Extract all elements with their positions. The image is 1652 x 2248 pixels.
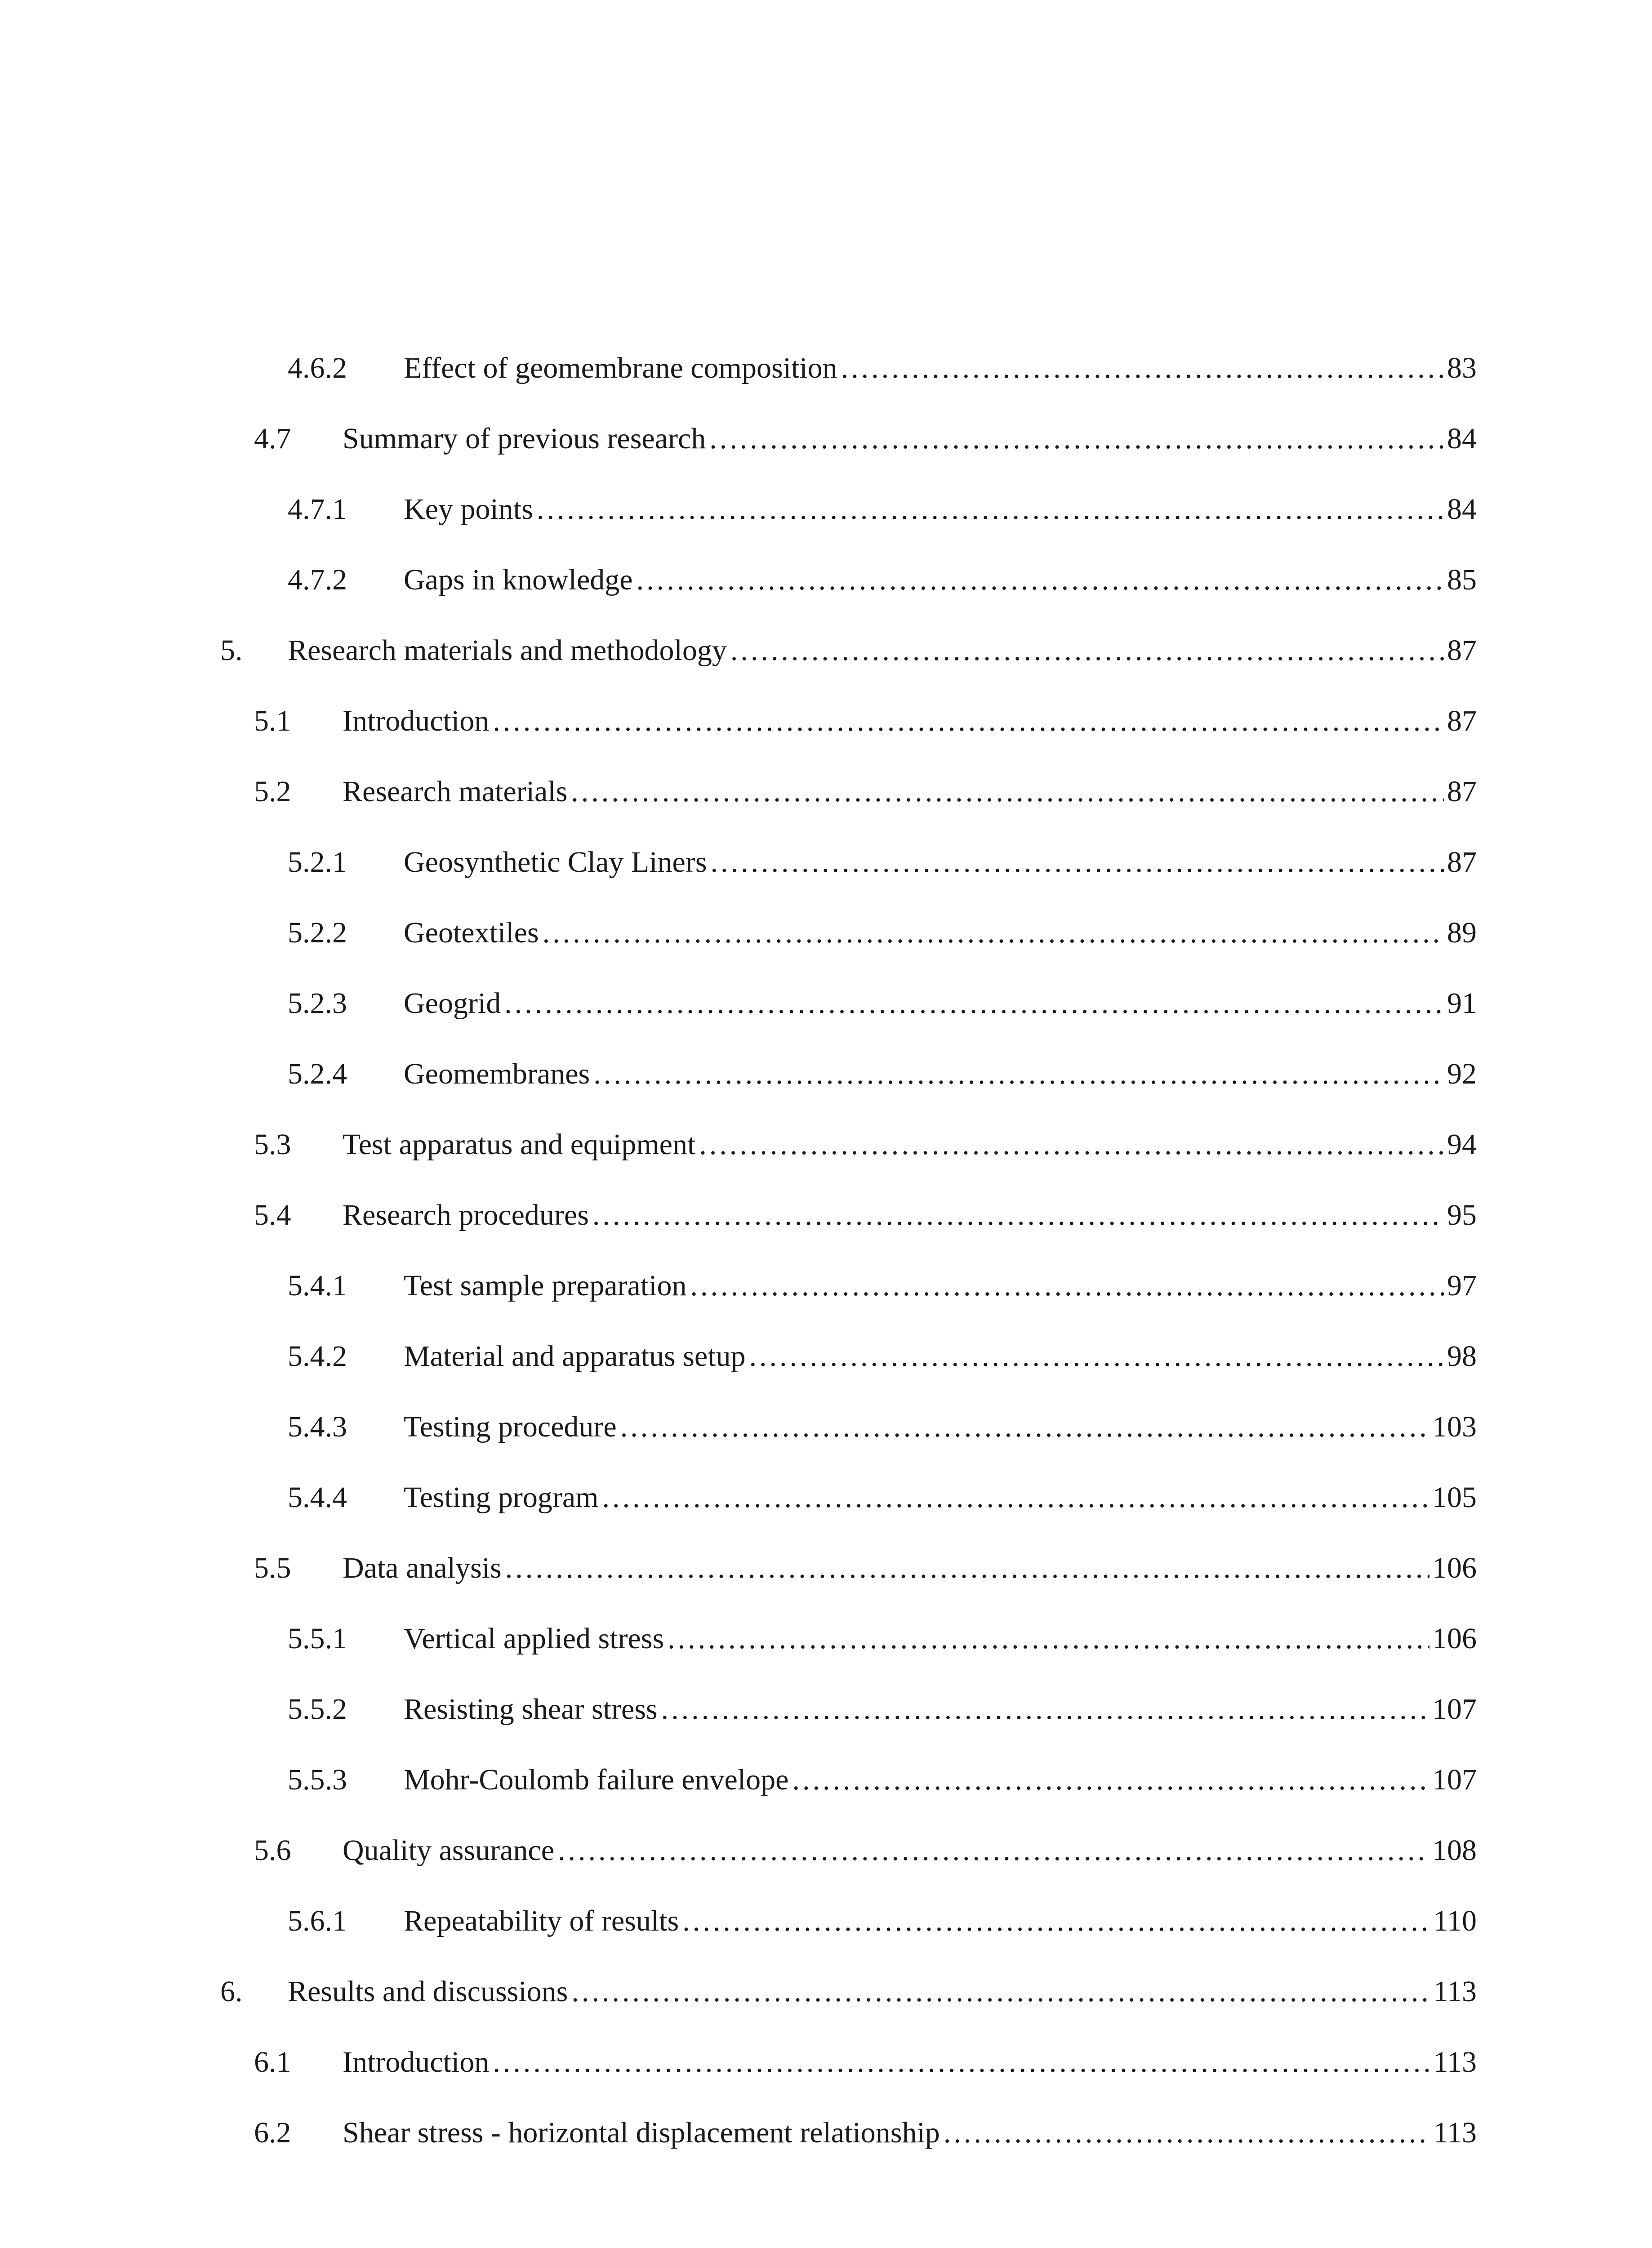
toc-entry-title: Geomembranes — [404, 1057, 590, 1090]
toc-entry-title: Resisting shear stress — [404, 1693, 658, 1726]
toc-entry-title-leader — [343, 1180, 1477, 1250]
dot-leader — [571, 756, 1477, 827]
toc-entry-title-leader — [343, 686, 1477, 756]
toc-entry-title-leader — [343, 2097, 1477, 2168]
toc-entry-page-number: 89 — [1444, 897, 1477, 968]
toc-entry-number: 4.7.1 — [288, 493, 347, 526]
toc-entry[interactable] — [0, 1180, 1652, 1250]
toc-entry[interactable] — [0, 1674, 1652, 1744]
dot-leader — [592, 1180, 1477, 1250]
toc-entry-page-number: 103 — [1429, 1392, 1477, 1462]
toc-entry-number: 5.3 — [254, 1128, 291, 1161]
dot-leader — [620, 1392, 1477, 1462]
toc-entry-title: Geogrid — [404, 987, 501, 1020]
toc-entry-title-leader — [404, 1321, 1477, 1392]
toc-entry-number: 5.4.1 — [288, 1269, 347, 1302]
toc-entry-page-number: 87 — [1444, 756, 1477, 827]
toc-entry-page-number: 106 — [1429, 1533, 1477, 1603]
toc-entry-number: 5.2 — [254, 775, 291, 808]
toc-entry-page-number: 110 — [1430, 1886, 1477, 1956]
toc-entry-number: 4.6.2 — [288, 352, 347, 384]
toc-entry-number: 6.2 — [254, 2116, 291, 2149]
dot-leader — [602, 1462, 1477, 1533]
toc-entry-title: Data analysis — [343, 1552, 502, 1584]
toc-entry-page-number: 87 — [1444, 615, 1477, 686]
toc-entry[interactable] — [0, 1956, 1652, 2027]
toc-entry-number: 5.5.3 — [288, 1763, 347, 1796]
toc-entry-number: 5.6 — [254, 1834, 291, 1867]
toc-entry-page-number: 108 — [1429, 1815, 1477, 1886]
toc-entry[interactable] — [0, 968, 1652, 1039]
dot-leader — [558, 1815, 1477, 1886]
toc-entry-page-number: 92 — [1444, 1039, 1477, 1109]
toc-entry-title: Research materials and methodology — [288, 634, 727, 667]
toc-entry-number: 5.4.2 — [288, 1340, 347, 1373]
toc-entry[interactable] — [0, 2097, 1652, 2168]
toc-entry[interactable] — [0, 1462, 1652, 1533]
toc-entry[interactable] — [0, 544, 1652, 615]
toc-entry-title-leader — [343, 403, 1477, 474]
toc-entry-page-number: 97 — [1444, 1250, 1477, 1321]
toc-entry-title: Mohr-Coulomb failure envelope — [404, 1763, 789, 1796]
toc-entry[interactable] — [0, 1744, 1652, 1815]
dot-leader — [709, 403, 1477, 474]
toc-entry-title: Testing program — [404, 1481, 599, 1514]
toc-entry-title: Geosynthetic Clay Liners — [404, 846, 707, 879]
dot-leader — [543, 897, 1477, 968]
toc-entry-number: 5.5.2 — [288, 1693, 347, 1726]
toc-entry[interactable] — [0, 1321, 1652, 1392]
toc-entry-title-leader — [404, 333, 1477, 403]
toc-entry[interactable] — [0, 1109, 1652, 1180]
toc-entry-title-leader — [404, 1250, 1477, 1321]
toc-entry-title-leader — [343, 1815, 1477, 1886]
dot-leader — [571, 1956, 1477, 2027]
toc-entry-page-number: 98 — [1444, 1321, 1477, 1392]
toc-entry-title-leader — [404, 827, 1477, 897]
dot-leader — [637, 544, 1477, 615]
toc-entry-number: 5.6.1 — [288, 1905, 347, 1937]
toc-entry-title-leader — [404, 1039, 1477, 1109]
toc-entry-title: Test apparatus and equipment — [343, 1128, 696, 1161]
dot-leader — [661, 1674, 1477, 1744]
toc-entry[interactable] — [0, 2027, 1652, 2097]
toc-entry[interactable] — [0, 1392, 1652, 1462]
toc-entry-page-number: 105 — [1429, 1462, 1477, 1533]
toc-entry[interactable] — [0, 1603, 1652, 1674]
dot-leader — [730, 615, 1477, 686]
toc-entry[interactable] — [0, 474, 1652, 544]
toc-entry-title-leader — [404, 1744, 1477, 1815]
toc-entry-number: 5. — [220, 634, 243, 667]
dot-leader — [699, 1109, 1477, 1180]
toc-entry-title-leader — [343, 1109, 1477, 1180]
toc-entry-title: Vertical applied stress — [404, 1622, 664, 1655]
dot-leader — [841, 333, 1477, 403]
toc-entry-title-leader — [288, 1956, 1477, 2027]
toc-entry[interactable] — [0, 686, 1652, 756]
toc-entry[interactable] — [0, 333, 1652, 403]
dot-leader — [593, 1039, 1477, 1109]
toc-entry-page-number: 91 — [1444, 968, 1477, 1039]
toc-entry[interactable] — [0, 897, 1652, 968]
toc-entry-title-leader — [343, 1533, 1477, 1603]
toc-entry-title-leader — [404, 1462, 1477, 1533]
toc-entry-number: 5.4 — [254, 1199, 291, 1231]
toc-entry-title: Gaps in knowledge — [404, 563, 633, 596]
dot-leader — [749, 1321, 1477, 1392]
toc-entry-title: Introduction — [343, 705, 490, 737]
toc-entry-page-number: 107 — [1429, 1744, 1477, 1815]
toc-entry-title-leader — [404, 968, 1477, 1039]
toc-entry[interactable] — [0, 1815, 1652, 1886]
toc-entry-title-leader — [404, 897, 1477, 968]
dot-leader — [682, 1886, 1477, 1956]
toc-entry-title: Effect of geomembrane composition — [404, 352, 837, 384]
toc-entry-number: 5.2.3 — [288, 987, 347, 1020]
toc-entry-number: 5.2.4 — [288, 1057, 347, 1090]
toc-entry-page-number: 87 — [1444, 827, 1477, 897]
toc-entry-page-number: 113 — [1430, 2027, 1477, 2097]
toc-entry[interactable] — [0, 756, 1652, 827]
toc-entry-title: Testing procedure — [404, 1410, 617, 1443]
toc-entry-page-number: 84 — [1444, 474, 1477, 544]
toc-entry-title: Introduction — [343, 2046, 490, 2079]
toc-entry[interactable] — [0, 615, 1652, 686]
toc-entry-number: 5.4.4 — [288, 1481, 347, 1514]
toc-entry-title: Repeatability of results — [404, 1905, 679, 1937]
toc-entry-page-number: 85 — [1444, 544, 1477, 615]
toc-entry-page-number: 87 — [1444, 686, 1477, 756]
toc-entry-title-leader — [404, 1392, 1477, 1462]
toc-entry[interactable] — [0, 1886, 1652, 1956]
toc-entry-title: Results and discussions — [288, 1975, 568, 2008]
toc-entry-number: 6. — [220, 1975, 243, 2008]
toc-entry-number: 5.4.3 — [288, 1410, 347, 1443]
dot-leader — [944, 2097, 1477, 2168]
toc-entry-title-leader — [343, 756, 1477, 827]
toc-entry-number: 4.7 — [254, 422, 291, 455]
toc-entry-title-leader — [404, 474, 1477, 544]
toc-entry-number: 6.1 — [254, 2046, 291, 2079]
dot-leader — [504, 968, 1477, 1039]
toc-entry-title: Quality assurance — [343, 1834, 554, 1867]
dot-leader — [505, 1533, 1477, 1603]
toc-entry-title: Geotextiles — [404, 916, 539, 949]
table-of-contents — [0, 333, 1652, 2168]
toc-entry-number: 4.7.2 — [288, 563, 347, 596]
dot-leader — [668, 1603, 1477, 1674]
toc-entry-title-leader — [404, 1886, 1477, 1956]
toc-entry-title-leader — [404, 1603, 1477, 1674]
toc-entry-number: 5.1 — [254, 705, 291, 737]
toc-entry-page-number: 113 — [1430, 1956, 1477, 2027]
toc-entry-title-leader — [288, 615, 1477, 686]
toc-entry-page-number: 94 — [1444, 1109, 1477, 1180]
toc-entry[interactable] — [0, 827, 1652, 897]
dot-leader — [690, 1250, 1477, 1321]
toc-entry-title-leader — [343, 2027, 1477, 2097]
toc-entry-title: Research materials — [343, 775, 568, 808]
toc-entry-title-leader — [404, 1674, 1477, 1744]
dot-leader — [792, 1744, 1477, 1815]
dot-leader — [711, 827, 1477, 897]
toc-entry[interactable] — [0, 1250, 1652, 1321]
dot-leader — [537, 474, 1477, 544]
toc-entry-title: Test sample preparation — [404, 1269, 687, 1302]
toc-entry[interactable] — [0, 403, 1652, 474]
toc-entry-number: 5.2.1 — [288, 846, 347, 879]
toc-entry-page-number: 106 — [1429, 1603, 1477, 1674]
toc-entry-title: Research procedures — [343, 1199, 589, 1231]
toc-entry-number: 5.2.2 — [288, 916, 347, 949]
toc-entry-page-number: 107 — [1429, 1674, 1477, 1744]
dot-leader — [493, 686, 1477, 756]
toc-entry[interactable] — [0, 1039, 1652, 1109]
toc-entry-page-number: 95 — [1444, 1180, 1477, 1250]
toc-entry-page-number: 84 — [1444, 403, 1477, 474]
toc-entry-title: Summary of previous research — [343, 422, 706, 455]
toc-entry[interactable] — [0, 1533, 1652, 1603]
toc-entry-page-number: 83 — [1444, 333, 1477, 403]
toc-entry-title-leader — [404, 544, 1477, 615]
toc-entry-title: Key points — [404, 493, 533, 526]
toc-entry-title: Shear stress - horizontal displacement relationship — [343, 2116, 940, 2149]
toc-entry-page-number: 113 — [1430, 2097, 1477, 2168]
toc-entry-number: 5.5 — [254, 1552, 291, 1584]
toc-entry-number: 5.5.1 — [288, 1622, 347, 1655]
dot-leader — [493, 2027, 1477, 2097]
toc-entry-title: Material and apparatus setup — [404, 1340, 746, 1373]
